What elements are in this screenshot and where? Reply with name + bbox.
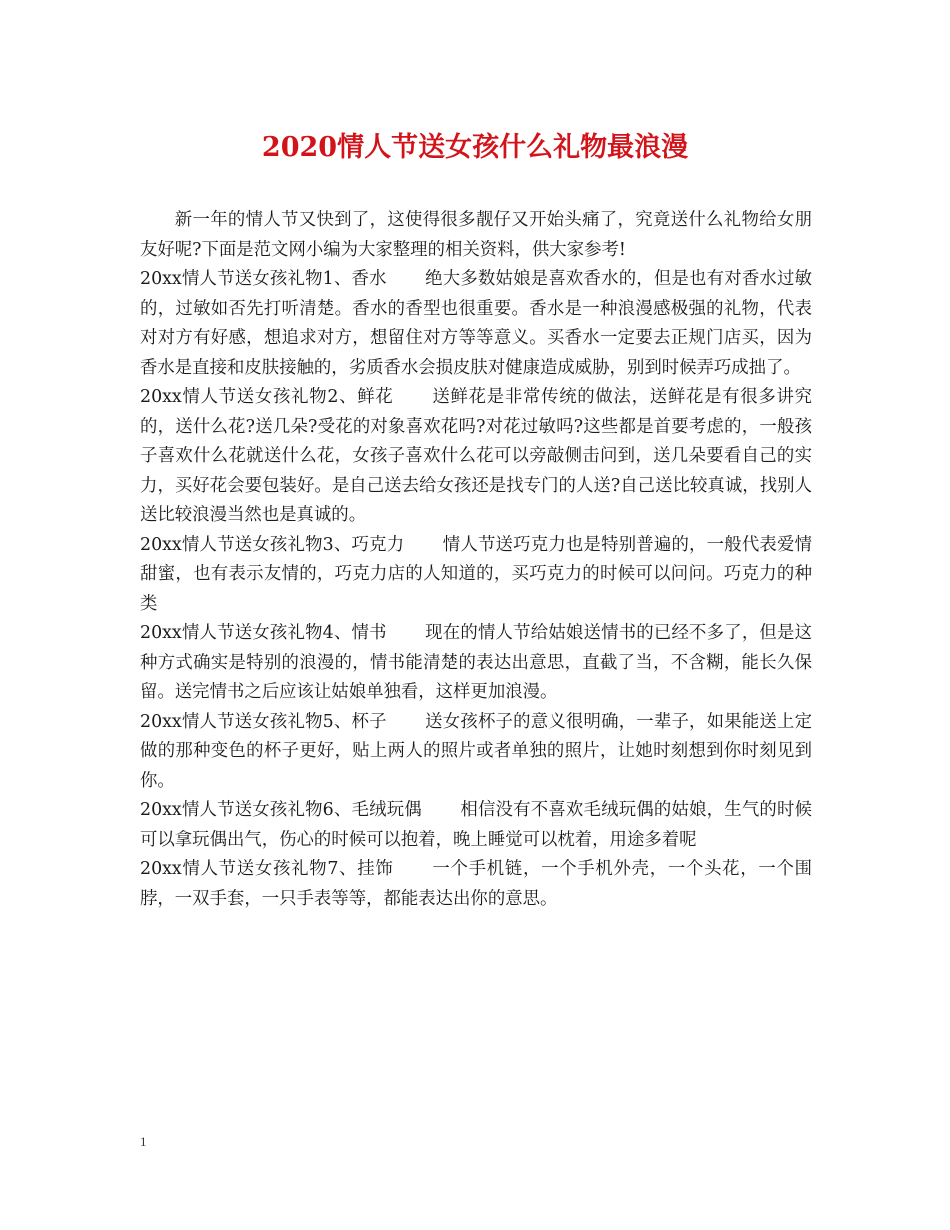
section-accessories bbox=[140, 855, 812, 914]
section-text: 送鲜花是非常传统的做法，送鲜花是有很多讲究的，送什么花?送几朵?受花的对象喜欢花吗?对花过敏吗?这些都是首要考虑的，一般孩子喜欢什么花就送什么花，女孩子喜欢什么花可以旁敲侧击问到，送几朵要看自己的实力，买好花会要包装好。是自己送去给女孩还是找专门的人送?自己送比较真诚，找别人送比较浪漫当然也是真诚的。 bbox=[140, 387, 812, 525]
section-text: 送女孩杯子的意义很明确，一辈子，如果能送上定做的那种变色的杯子更好，贴上两人的照片或者单独的照片，让她时刻想到你时刻见到你。 bbox=[140, 711, 812, 791]
section-heading: 20xx情人节送女孩礼物4、情书 bbox=[140, 623, 387, 643]
article-body bbox=[140, 206, 812, 914]
section-heading: 20xx情人节送女孩礼物6、毛绒玩偶 bbox=[140, 800, 422, 820]
section-chocolate bbox=[140, 531, 812, 620]
section-heading: 20xx情人节送女孩礼物1、香水 bbox=[140, 269, 387, 289]
page-number: 1 bbox=[140, 1134, 147, 1149]
section-heading: 20xx情人节送女孩礼物2、鲜花 bbox=[140, 387, 394, 407]
section-flowers bbox=[140, 383, 812, 531]
intro-paragraph: 新一年的情人节又快到了，这使得很多靓仔又开始头痛了，究竟送什么礼物给女朋友好呢?下面是范文网小编为大家整理的相关资料，供大家参考! bbox=[140, 210, 812, 260]
section-cup bbox=[140, 708, 812, 797]
section-text: 情人节送巧克力也是特别普遍的，一般代表爱情甜蜜，也有表示友情的，巧克力店的人知道的，买巧克力的时候可以问问。巧克力的种类 bbox=[140, 534, 812, 614]
section-heading: 20xx情人节送女孩礼物3、巧克力 bbox=[140, 534, 405, 555]
section-perfume bbox=[140, 265, 812, 383]
section-plush-toy bbox=[140, 796, 812, 855]
section-text: 相信没有不喜欢毛绒玩偶的姑娘，生气的时候可以拿玩偶出气，伤心的时候可以抱着，晚上睡觉可以枕着，用途多着呢 bbox=[140, 800, 812, 850]
section-heading: 20xx情人节送女孩礼物5、杯子 bbox=[140, 711, 387, 732]
section-love-letter bbox=[140, 619, 812, 708]
section-text: 一个手机链，一个手机外壳，一个头花，一个围脖，一双手套，一只手表等等，都能表达出你的意思。 bbox=[140, 859, 812, 909]
page-title: 2020情人节送女孩什么礼物最浪漫 bbox=[261, 132, 689, 163]
section-text: 现在的情人节给姑娘送情书的已经不多了，但是这种方式确实是特别的浪漫的，情书能清楚的表达出意思，直截了当，不含糊，能长久保留。送完情书之后应该让姑娘单独看，这样更加浪漫。 bbox=[140, 623, 812, 702]
section-heading: 20xx情人节送女孩礼物7、挂饰 bbox=[140, 859, 394, 879]
section-text: 绝大多数姑娘是喜欢香水的，但是也有对香水过敏的，过敏如否先打听清楚。香水的香型也很重要。香水是一种浪漫感极强的礼物，代表对对方有好感，想追求对方，想留住对方等等意义。买香水一定要去正规门店买，因为香水是直接和皮肤接触的，劣质香水会损皮肤对健康造成威胁，别到时候弄巧成拙了。 bbox=[140, 269, 812, 378]
